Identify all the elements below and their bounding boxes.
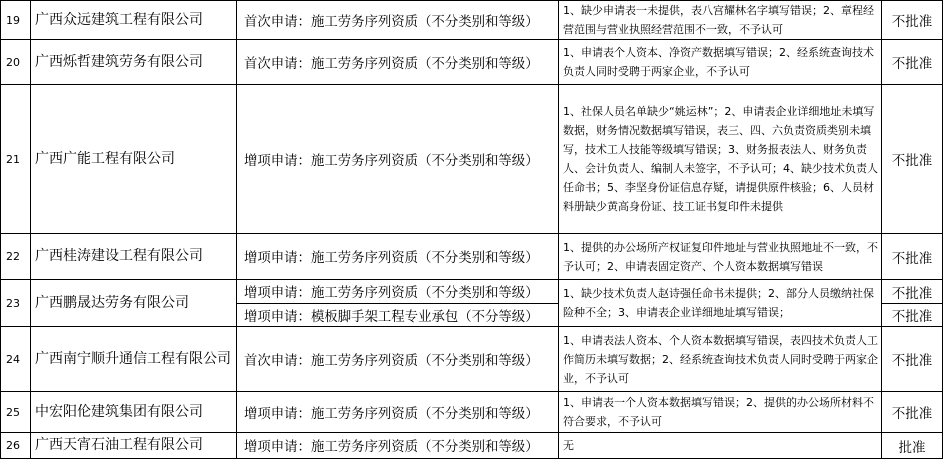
- company-name: 广西天宵石油工程有限公司: [31, 433, 237, 459]
- company-name: 广西南宁顺升通信工程有限公司: [31, 327, 237, 392]
- application-item: 首次申请：施工劳务序列资质（不分类别和等级）: [237, 327, 559, 392]
- row-number: 25: [1, 392, 31, 433]
- review-reason: 1、提供的办公场所产权证复印件地址与营业执照地址不一致，不予认可；2、申请表固定资产、个人资本数据填写错误: [559, 234, 882, 280]
- table-row: [1, 327, 943, 392]
- review-result: 不批准: [882, 280, 943, 304]
- company-name: 广西桂涛建设工程有限公司: [31, 234, 237, 280]
- row-number: 23: [1, 280, 31, 327]
- table-row: [1, 40, 943, 85]
- company-name: 中宏阳伦建筑集团有限公司: [31, 392, 237, 433]
- review-reason: 无: [559, 433, 882, 459]
- review-reason: 1、缺少技术负责人赵诗强任命书未提供；2、部分人员缴纳社保险种不全；3、申请表企业详细地址填写错误；: [559, 280, 882, 327]
- review-reason: 1、社保人员名单缺少“姚运林”；2、申请表企业详细地址未填写数据，财务情况数据填写错误，表三、四、六负责资质类别未填写，技术工人技能等级填写错误；3、财务报表法人、财务负责人、会计负责人、编制人未签字，不予认可；4、缺少技术负责人任命书；5、李坚身份证信息存疑，请提供原件核验；6、人员材料册缺少黄高身份证、技工证书复印件未提供: [559, 85, 882, 234]
- review-reason: 1、缺少申请表一未提供，表八宫耀林名字填写错误；2、章程经营范围与营业执照经营范围不一致，不予认可: [559, 1, 882, 40]
- table-row: [1, 392, 943, 433]
- review-reason: 1、申请表法人资本、个人资本数据填写错误，表四技术负责人工作简历未填写数据；2、经系统查询技术负责人同时受聘于两家企业，不予认可: [559, 327, 882, 392]
- row-number: 21: [1, 85, 31, 234]
- review-result: 不批准: [882, 304, 943, 327]
- table-row: [1, 433, 943, 459]
- review-result: 不批准: [882, 40, 943, 85]
- row-number: 26: [1, 433, 31, 459]
- review-result: 不批准: [882, 392, 943, 433]
- table-row: [1, 234, 943, 280]
- company-name: 广西众远建筑工程有限公司: [31, 1, 237, 40]
- row-number: 22: [1, 234, 31, 280]
- row-number: 20: [1, 40, 31, 85]
- table-row: [1, 85, 943, 234]
- review-result: 不批准: [882, 85, 943, 234]
- company-name: 广西广能工程有限公司: [31, 85, 237, 234]
- review-result: 批准: [882, 433, 943, 459]
- table-row: [1, 280, 943, 304]
- company-name: 广西鹏晟达劳务有限公司: [31, 280, 237, 327]
- application-item: 首次申请：施工劳务序列资质（不分类别和等级）: [237, 40, 559, 85]
- row-number: 24: [1, 327, 31, 392]
- application-item: 增项申请：施工劳务序列资质（不分类别和等级）: [237, 234, 559, 280]
- application-item: 增项申请：模板脚手架工程专业承包（不分等级）: [237, 304, 559, 327]
- row-number: 19: [1, 1, 31, 40]
- review-result: 不批准: [882, 234, 943, 280]
- application-item: 增项申请：施工劳务序列资质（不分类别和等级）: [237, 433, 559, 459]
- application-item: 增项申请：施工劳务序列资质（不分类别和等级）: [237, 85, 559, 234]
- review-result: 不批准: [882, 327, 943, 392]
- review-result: 不批准: [882, 1, 943, 40]
- application-item: 增项申请：施工劳务序列资质（不分类别和等级）: [237, 392, 559, 433]
- application-item: 首次申请：施工劳务序列资质（不分类别和等级）: [237, 1, 559, 40]
- review-reason: 1、申请表个人资本、净资产数据填写错误；2、经系统查询技术负责人同时受聘于两家企业，不予认可: [559, 40, 882, 85]
- application-item: 增项申请：施工劳务序列资质（不分类别和等级）: [237, 280, 559, 304]
- company-name: 广西烁哲建筑劳务有限公司: [31, 40, 237, 85]
- review-reason: 1、申请表一个人资本数据填写错误；2、提供的办公场所材料不符合要求，不予认可: [559, 392, 882, 433]
- table-row: [1, 1, 943, 40]
